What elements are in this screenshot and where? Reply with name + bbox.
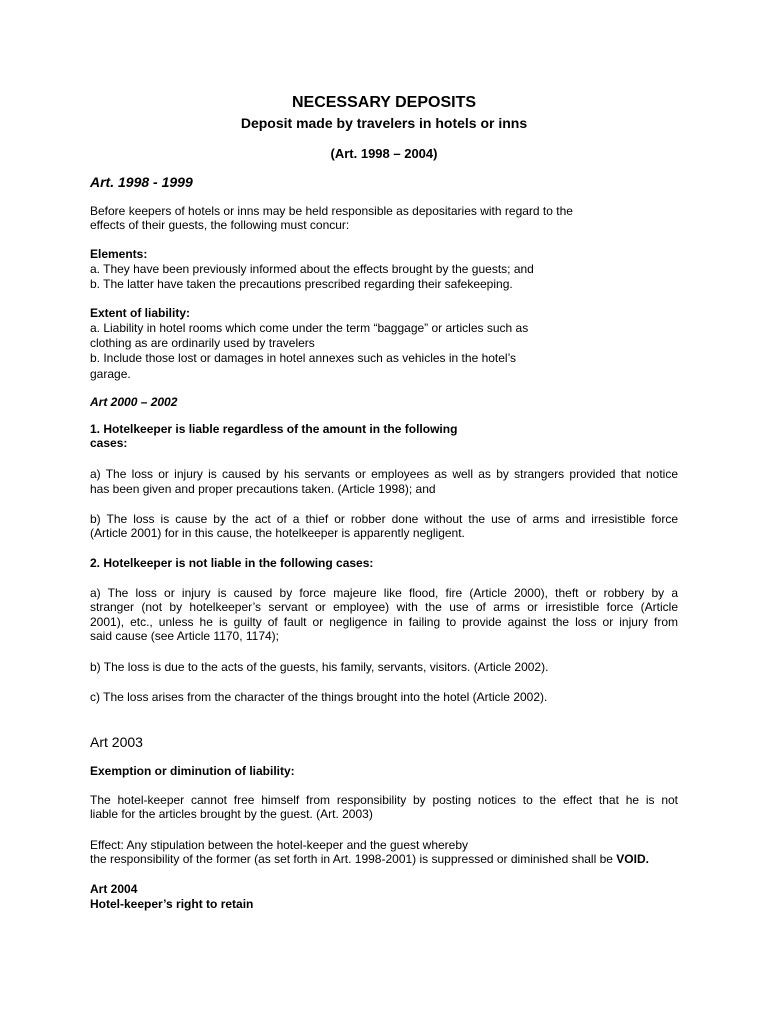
paragraph-line: b) The loss is cause by the act of a thief or robber done without the use of arms and irresistible force (90, 512, 678, 526)
paragraph-line: b) The loss is due to the acts of the guests, his family, servants, visitors. (Article 2002). (90, 660, 549, 674)
section-heading-art-2003: Art 2003 (90, 734, 143, 750)
paragraph-line: The hotel-keeper cannot free himself from responsibility by posting notices to the effect that he is not (90, 793, 678, 807)
retention-heading: Hotel-keeper’s right to retain (90, 897, 254, 911)
paragraph-line: has been given and proper precautions taken. (Article 1998); and (90, 482, 436, 496)
document-title: NECESSARY DEPOSITS (291, 94, 477, 111)
exemption-heading: Exemption or diminution of liability: (90, 764, 295, 778)
paragraph-line: said cause (see Article 1170, 1174); (90, 629, 279, 643)
extent-line: garage. (90, 367, 131, 381)
paragraph-line: a) The loss or injury is caused by force majeure like flood, fire (Article 2000), theft or robbery by a (90, 586, 678, 600)
intro-line: Before keepers of hotels or inns may be held responsible as depositaries with regard to the (90, 204, 573, 218)
extent-heading: Extent of liability: (90, 306, 191, 320)
element-item: a. They have been previously informed about the effects brought by the guests; and (90, 262, 534, 276)
liable-heading: cases: (90, 436, 128, 450)
effect-text: the responsibility of the former (as set forth in Art. 1998-2001) is suppressed or diminished shall be (90, 852, 617, 866)
paragraph-line: stranger (not by hotelkeeper’s servant or employee) with the use of arms or irresistible force (Article (90, 600, 678, 614)
document-subtitle: Deposit made by travelers in hotels or inns (240, 115, 528, 131)
elements-heading: Elements: (90, 247, 148, 261)
element-item: b. The latter have taken the precautions prescribed regarding their safekeeping. (90, 277, 513, 291)
paragraph-line: 2001), etc., unless he is guilty of fault or negligence in failing to provide against the loss or injury from (90, 615, 678, 629)
paragraph-line: liable for the articles brought by the guest. (Art. 2003) (90, 807, 373, 821)
paragraph-line (90, 852, 649, 866)
section-heading-art-2000-2002: Art 2000 – 2002 (90, 395, 178, 409)
paragraph-line: Effect: Any stipulation between the hotel-keeper and the guest whereby (90, 838, 469, 852)
section-heading-art-2004: Art 2004 (90, 882, 138, 896)
void-text: VOID. (616, 852, 649, 866)
extent-line: a. Liability in hotel rooms which come under the term “baggage” or articles such as (90, 321, 529, 335)
intro-line: effects of their guests, the following must concur: (90, 218, 350, 232)
paragraph-line: c) The loss arises from the character of the things brought into the hotel (Article 2002). (90, 690, 548, 704)
paragraph-line: (Article 2001) for in this cause, the hotelkeeper is apparently negligent. (90, 526, 465, 540)
extent-line: clothing as are ordinarily used by travelers (90, 336, 315, 350)
paragraph-line: a) The loss or injury is caused by his servants or employees as well as by strangers provided that notice (90, 467, 678, 481)
section-heading-art-1998-1999: Art. 1998 - 1999 (90, 174, 193, 190)
extent-line: b. Include those lost or damages in hotel annexes such as vehicles in the hotel’s (90, 351, 517, 365)
liable-heading: 1. Hotelkeeper is liable regardless of the amount in the following (90, 422, 458, 436)
not-liable-heading: 2. Hotelkeeper is not liable in the following cases: (90, 556, 374, 570)
article-range: (Art. 1998 – 2004) (330, 146, 438, 161)
